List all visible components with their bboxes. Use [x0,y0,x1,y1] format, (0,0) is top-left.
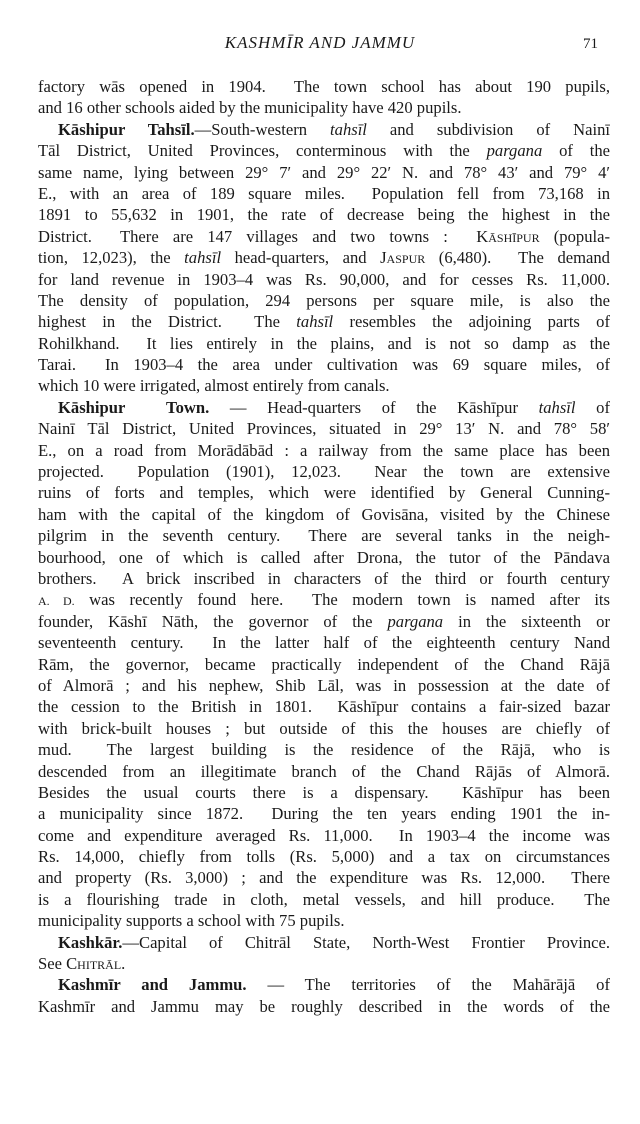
text-line [38,525,610,546]
text: of [575,397,610,417]
text-line [38,140,610,161]
text: The density of population, 294 persons per square mile, is also the [38,290,610,310]
text: See [38,954,67,974]
text: and subdivision of Nainī [366,119,610,139]
text-line [38,761,610,782]
text-line [38,654,610,675]
text-line [38,632,610,653]
text-line [38,375,610,396]
text: — The territories of the Mahārājā of [246,975,610,995]
text: ham with the capital of the kingdom of Govisāna, visited by the Chinese [38,504,610,524]
text: come and expenditure averaged Rs. 11,000. In 1903–4 the income was [38,825,610,845]
text-line [38,418,610,439]
text-line [38,311,610,332]
running-head [0,33,640,57]
text: Rohilkhand. It lies entirely in the plains, and is not so damp as the [38,333,610,353]
text: a municipality since 1872. During the ten years ending 1901 the in- [38,804,610,824]
text: which 10 were irrigated, almost entirely from canals. [38,376,390,396]
text: projected. Population (1901), 12,023. Near the town are extensive [38,462,610,482]
text: pilgrim in the seventh century. There are several tanks in the neigh- [38,526,610,546]
text: Nainī Tāl District, United Provinces, situated in 29° 13′ N. and 78° 58′ [38,419,610,439]
text-line [38,247,610,268]
text-line [38,846,610,867]
text-line [38,932,610,953]
text: Kashmīr and Jammu may be roughly described in the words of the [38,996,610,1016]
text: the cession to the British in 1801. Kāshīpur contains a fair-sized bazar [38,697,610,717]
text-line [38,803,610,824]
text: in the sixteenth or [443,611,610,631]
text-line [38,482,610,503]
text: E., with an area of 189 square miles. Population fell from 73,168 in [38,183,610,203]
headword: Kāshipur Tahsīl. [58,119,195,139]
text: District. There are 147 villages and two towns : [38,226,477,246]
italic-term: tahsīl [184,248,222,268]
text: tion, 12,023), the [38,248,185,268]
text: —Capital of Chitrāl State, North-West Frontier Province. [122,932,610,952]
text: same name, lying between 29° 7′ and 29° 22′ N. and 78° 43′ and 79° 4′ [38,162,610,182]
text: resembles the adjoining parts of [333,312,610,332]
text: with brick-built houses ; but outside of this the houses are chiefly of [38,718,610,738]
text: is a flourishing trade in cloth, metal vessels, and hill produce. The [38,889,610,909]
text: municipality supports a school with 75 pupils. [38,911,345,931]
text-line [38,696,610,717]
text: was recently found here. The modern town is named after its [74,590,610,610]
text: (6,480). The demand [425,248,610,268]
text-line [38,996,610,1017]
text: Tāl District, United Provinces, conterminous with the [38,141,487,161]
text-line [38,226,610,247]
text-line [38,119,610,140]
small-caps-name: Kāshīpur [476,226,540,246]
text-line [38,333,610,354]
text: seventeenth century. In the latter half of the eighteenth century Nand [38,633,610,653]
text-line [38,739,610,760]
italic-term: tahsīl [538,397,576,417]
text: E., on a road from Morādābād : a railway from the same place has been [38,440,610,460]
text-line [38,76,610,97]
text: brothers. A brick inscribed in characters of the third or fourth century [38,568,610,588]
text-line [38,718,610,739]
text: and property (Rs. 3,000) ; and the expenditure was Rs. 12,000. There [38,868,610,888]
text: and 16 other schools aided by the municipality have 420 pupils. [38,98,462,118]
text: — Head-quarters of the Kāshīpur [209,397,539,417]
text: —South-western [194,119,331,139]
text-line [38,269,610,290]
text: bourhood, one of which is called after Drona, the tutor of the Pāndava [38,547,610,567]
text: factory wās opened in 1904. The town school has about 190 pupils, [38,77,610,96]
text-line [38,825,610,846]
text-line [38,183,610,204]
text-line [38,782,610,803]
text: Rām, the governor, became practically independent of the Chand Rājā [38,654,610,674]
text: Rs. 14,000, chiefly from tolls (Rs. 5,000) and a tax on circumstances [38,847,610,867]
italic-term: pargana [486,141,543,161]
text-line [38,611,610,632]
text-line [38,97,610,118]
text: ruins of forts and temples, which were identified by General Cunning- [38,483,610,503]
text: . [121,954,126,974]
text-line [38,547,610,568]
text: for land revenue in 1903–4 was Rs. 90,000, and for cesses Rs. 11,000. [38,269,610,289]
text: of Almorā ; and his nephew, Shib Lāl, was in possession at the date of [38,675,610,695]
era-abbreviation: A. D. [38,594,75,609]
headword: Kashkār. [58,932,123,952]
text: 1891 to 55,632 in 1901, the rate of decrease being the highest in the [38,205,610,225]
text: highest in the District. The [38,312,297,332]
text-line [38,889,610,910]
text-line [38,290,610,311]
text-line [38,397,610,418]
text-line [38,910,610,931]
text-line [38,675,610,696]
text-line [38,974,610,995]
text: of the [542,141,610,161]
text: mud. The largest building is the residence of the Rājā, who is [38,740,610,760]
small-caps-name: Chitrāl [66,954,122,974]
italic-term: pargana [387,611,444,631]
running-head-title: KASHMĪR AND JAMMU [224,33,416,52]
text: descended from an illegitimate branch of the Chand Rājās of Almorā. [38,761,610,781]
italic-term: tahsīl [330,119,367,139]
text: Besides the usual courts there is a dispensary. Kāshīpur has been [38,782,610,802]
italic-term: tahsīl [296,312,334,332]
text-line [38,568,610,589]
body-text [38,76,610,1017]
text-line [38,589,610,610]
text: founder, Kāshī Nāth, the governor of the [38,611,388,631]
text-line [38,953,610,974]
page-number: 71 [583,36,598,52]
headword: Kāshipur Town. [58,397,210,417]
text-line [38,440,610,461]
text-line [38,354,610,375]
text: head-quarters, and [221,248,381,268]
headword: Kashmīr and Jammu. [58,975,247,995]
text: Tarai. In 1903–4 the area under cultivation was 69 square miles, of [38,355,610,375]
text-line [38,204,610,225]
text: (popula- [539,226,610,246]
text-line [38,504,610,525]
text-line [38,461,610,482]
small-caps-name: Jaspur [380,248,426,268]
text-line [38,867,610,888]
text-line [38,162,610,183]
